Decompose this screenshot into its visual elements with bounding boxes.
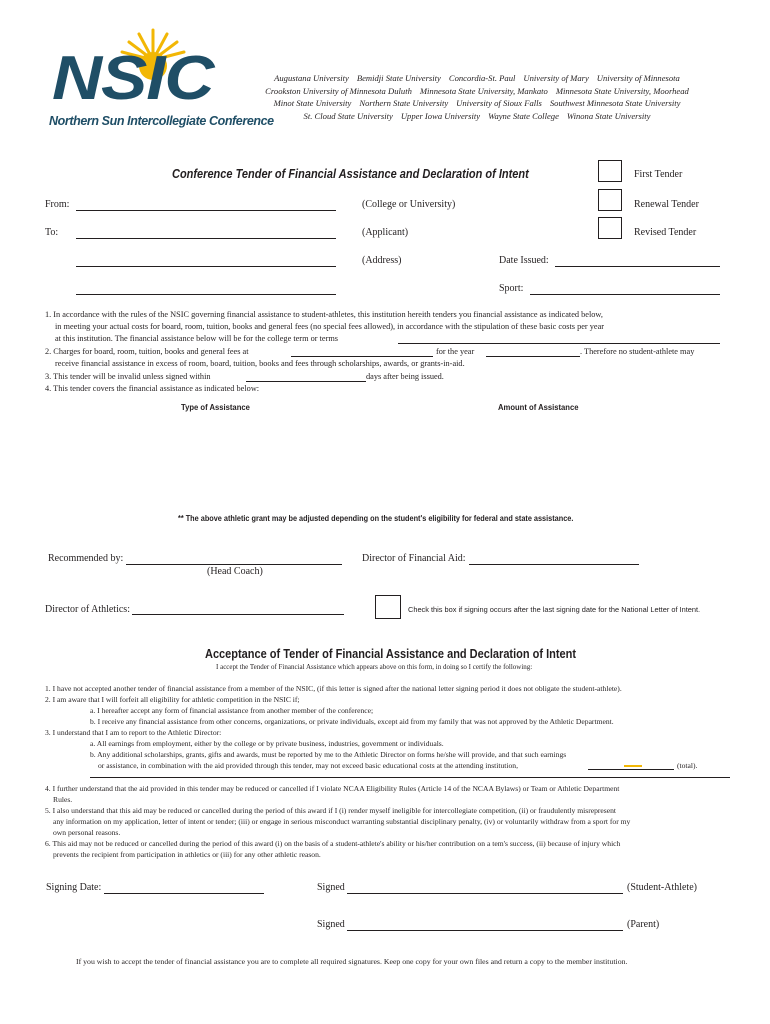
date-issued-field[interactable] — [555, 266, 720, 267]
revised-tender-checkbox[interactable] — [598, 217, 622, 239]
item-1-line-3: at this institution. The financial assistance below will be for the college term or terms — [55, 334, 339, 343]
assistance-table-area[interactable] — [45, 416, 725, 510]
footer-instructions: If you wish to accept the tender of financial assistance you are to complete all required signatures. Keep one copy for your own files and return a copy to the member institution. — [76, 957, 628, 966]
sport-field[interactable] — [530, 294, 720, 295]
first-tender-label: First Tender — [634, 169, 683, 180]
acceptance-6-line-2: prevents the recipient from participation in athletics or (iii) for any other athletic reason. — [53, 850, 321, 859]
applicant-label: (Applicant) — [362, 227, 409, 238]
schools-line-4: St. Cloud State University Upper Iowa University Wayne State College Winona State University — [303, 110, 651, 121]
parent-signature-field[interactable] — [347, 930, 623, 931]
item-2-line-1b: for the year — [436, 347, 475, 356]
acceptance-4-line-2: Rules. — [53, 795, 73, 804]
item-2-line-1a: 2. Charges for board, room, tuition, books and general fees at — [45, 347, 249, 356]
acceptance-5-line-2: any information on my application, letter of intent or tender; (iii) or engage in serious misconduct warranting substantial disciplinary penalty, (iv) or voluntarily withdraw from a sport for my — [53, 817, 631, 826]
revised-tender-label: Revised Tender — [634, 227, 697, 238]
total-continuation-line[interactable] — [90, 777, 730, 778]
to-label: To: — [45, 227, 59, 238]
student-athlete-label: (Student-Athlete) — [627, 882, 697, 893]
type-of-assistance-header: Type of Assistance — [181, 402, 250, 412]
head-coach-signature-field[interactable] — [126, 564, 342, 565]
item-3-a: 3. This tender will be invalid unless signed within — [45, 372, 211, 381]
college-term-field[interactable] — [398, 343, 720, 344]
member-schools — [222, 72, 732, 122]
address-field[interactable] — [76, 266, 336, 267]
acceptance-3b-line-2: or assistance, in combination with the aid provided through this tender, may not exceed basic educational costs at the attending institution, — [98, 761, 518, 770]
acceptance-3b-line-1: b. Any additional scholarships, grants, gifts and awards, must be reported by me to the Athletic Director on forms he/she will provide, and that such earnings — [90, 750, 567, 759]
date-issued-label: Date Issued: — [499, 255, 549, 266]
college-label: (College or University) — [362, 199, 456, 210]
address-label: (Address) — [362, 255, 402, 266]
recommended-by-label: Recommended by: — [48, 553, 124, 564]
charges-field[interactable] — [291, 356, 433, 357]
total-field[interactable] — [588, 769, 674, 770]
address-field-2[interactable] — [76, 294, 336, 295]
item-4: 4. This tender covers the financial assistance as indicated below: — [45, 384, 260, 393]
acceptance-4-line-1: 4. I further understand that the aid provided in this tender may be reduced or cancelled if I violate NCAA Eligibility Rules (Article 14 of the NCAA Bylaws) or Team or Athletic Department — [45, 784, 620, 793]
acceptance-title: Acceptance of Tender of Financial Assistance and Declaration of Intent — [205, 647, 577, 661]
days-field[interactable] — [246, 381, 366, 382]
item-2-line-1c: . Therefore no student-athlete may — [580, 347, 695, 356]
from-label: From: — [45, 199, 70, 210]
first-tender-checkbox[interactable] — [598, 160, 622, 182]
acceptance-3: 3. I understand that I am to report to the Athletic Director: — [45, 728, 222, 737]
acceptance-5-line-3: own personal reasons. — [53, 828, 121, 837]
student-athlete-signature-field[interactable] — [347, 893, 623, 894]
total-field-marker — [624, 765, 642, 767]
item-3-b: days after being issued. — [366, 372, 444, 381]
student-signed-label: Signed — [317, 882, 345, 893]
acceptance-5-line-1: 5. I also understand that this aid may be reduced or cancelled during the period of this award if I (i) render myself ineligible for intercollegiate competition, (ii) or fraudulently misrepresent — [45, 806, 617, 815]
acceptance-2a: a. I hereafter accept any form of financial assistance from another member of the conference; — [90, 706, 374, 715]
late-signing-checkbox[interactable] — [375, 595, 401, 619]
head-coach-label: (Head Coach) — [207, 566, 263, 577]
schools-line-1: Augustana University Bemidji State University Concordia-St. Paul University of Mary University of Minnesota — [274, 73, 680, 83]
acceptance-6-line-1: 6. This aid may not be reduced or cancelled during the period of this award (i) on the basis of a student-athlete's ability or his/her contribution on a tem's success, (ii) because of injury which — [45, 839, 621, 848]
eligibility-note: ** The above athletic grant may be adjusted depending on the student's eligibility for federal and state assistance. — [178, 513, 574, 523]
acceptance-intro: I accept the Tender of Financial Assistance which appears above on this form, in doing so I certify the following: — [216, 663, 533, 671]
from-field[interactable] — [76, 210, 336, 211]
signing-date-field[interactable] — [104, 893, 264, 894]
acceptance-3a: a. All earnings from employment, either by the college or by private business, industries, government or individuals. — [90, 739, 444, 748]
logo-tagline: Northern Sun Intercollegiate Conference — [49, 114, 274, 128]
schools-line-3: Minot State University Northern State University University of Sioux Falls Southwest Minnesota State University — [273, 98, 681, 108]
director-financial-aid-label: Director of Financial Aid: — [362, 553, 466, 564]
acceptance-2: 2. I am aware that I will forfeit all eligibility for athletic competition in the NSIC if; — [45, 695, 300, 704]
parent-signed-label: Signed — [317, 919, 345, 930]
amount-of-assistance-header: Amount of Assistance — [498, 402, 579, 412]
logo-wordmark: NSIC — [52, 44, 214, 113]
signing-date-label: Signing Date: — [46, 882, 102, 893]
parent-label: (Parent) — [627, 919, 660, 930]
late-signing-label: Check this box if signing occurs after the last signing date for the National Letter of Intent. — [408, 605, 701, 614]
director-athletics-field[interactable] — [132, 614, 344, 615]
year-field[interactable] — [486, 356, 580, 357]
acceptance-1: 1. I have not accepted another tender of financial assistance from a member of the NSIC, (if this letter is signed after the national letter signing period it does not obligate the student-athlete). — [45, 684, 622, 693]
director-athletics-label: Director of Athletics: — [45, 604, 130, 615]
applicant-field[interactable] — [76, 238, 336, 239]
item-2-line-2: receive financial assistance in excess of room, board, tuition, books and fees through scholarships, awards, or grants-in-aid. — [55, 359, 465, 368]
renewal-tender-label: Renewal Tender — [634, 199, 699, 210]
form-title: Conference Tender of Financial Assistance and Declaration of Intent — [172, 167, 529, 181]
director-financial-aid-field[interactable] — [469, 564, 639, 565]
schools-line-2: Crookston University of Minnesota Duluth Minnesota State University, Mankato Minnesota State University, Moorhead — [265, 85, 689, 96]
acceptance-2b: b. I receive any financial assistance from other concerns, organizations, or private individuals, except aid from my family that was not approved by the Athletic Department. — [90, 717, 614, 726]
item-1-line-2: in meeting your actual costs for board, room, tuition, books and general fees (no special fees allowed), in accordance with the stipulation of these basic costs per year — [55, 322, 605, 331]
sport-label: Sport: — [499, 283, 524, 294]
item-1-line-1: 1. In accordance with the rules of the NSIC governing financial assistance to student-athletes, this institution hereith tenders you financial assistance as indicated below, — [45, 310, 603, 319]
renewal-tender-checkbox[interactable] — [598, 189, 622, 211]
total-label: (total). — [677, 761, 698, 770]
